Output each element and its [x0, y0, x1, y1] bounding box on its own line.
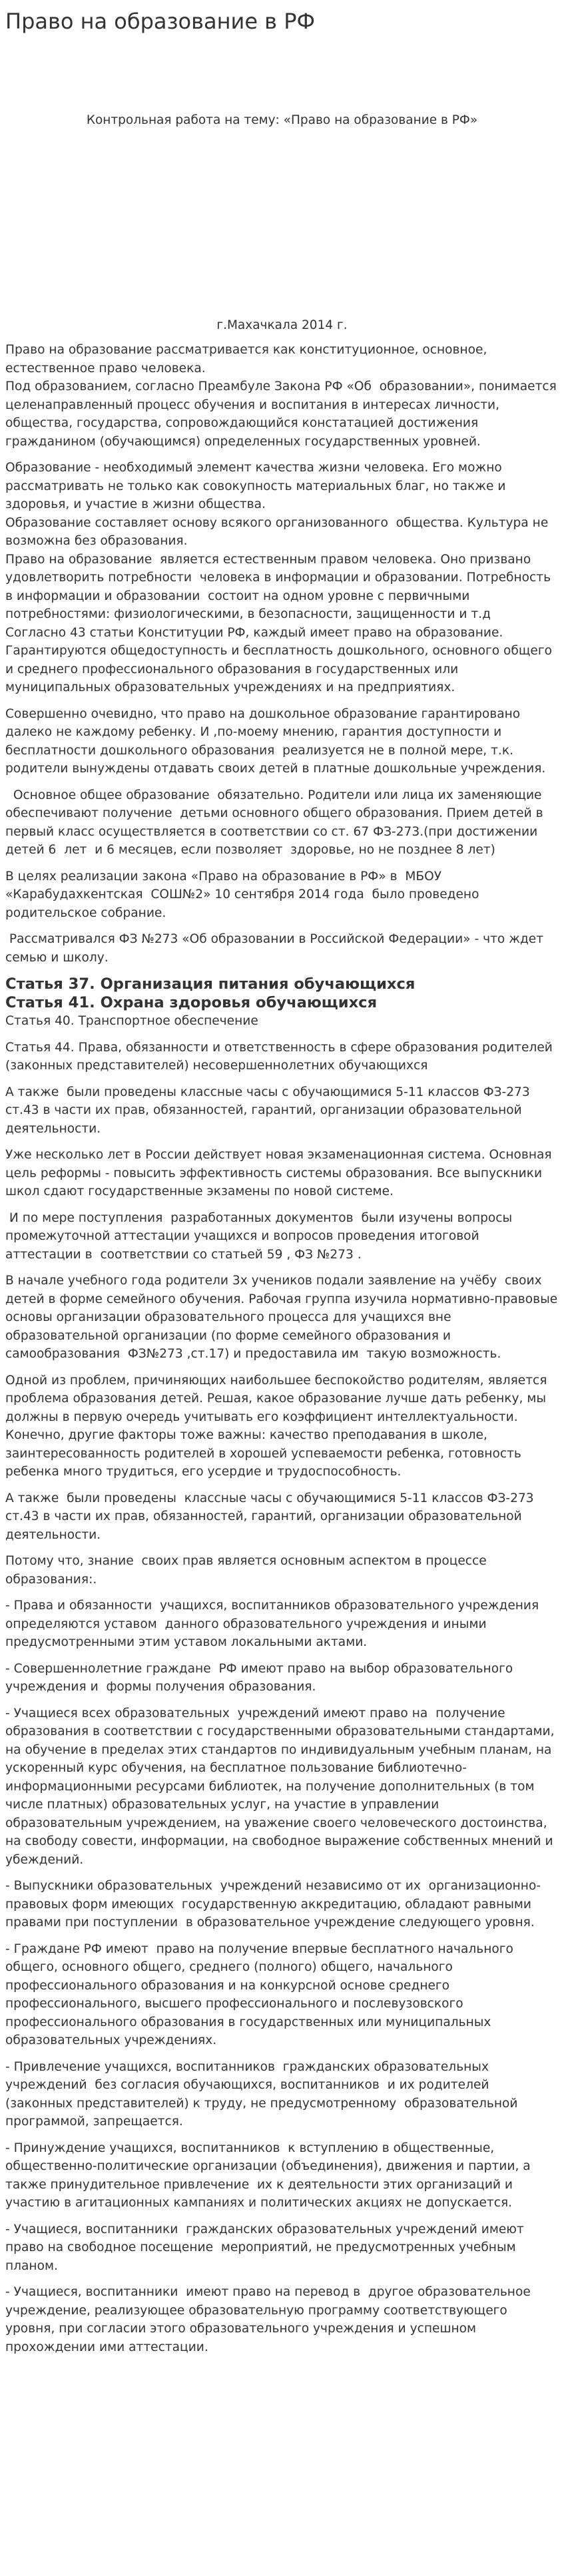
paragraph: В целях реализации закона «Право на образование в РФ» в МБОУ «Карабудахкентская СОШ№2» 10 сентября 2014 года было проведено родительское собрание.	[5, 869, 483, 920]
paragraph: - Учащиеся, воспитанники имеют право на перевод в другое образовательное учреждение, реализующее образовательную программу соответствующего уровня, при согласии этого образовательного учреждения и успешном прохождении ими аттестации.	[5, 2285, 535, 2354]
paragraph: Статья 40. Транспортное обеспечение	[5, 1014, 258, 1028]
page-title: Право на образование в РФ	[5, 9, 316, 34]
paragraph: Уже несколько лет в России действует новая экзаменационная система. Основная цель реформы - повысить эффективность системы образования. Все выпускники школ сдают государственные экзамены по новой системе.	[5, 1148, 556, 1198]
paragraph: В начале учебного года родители 3х учеников подали заявление на учёбу своих детей в форме семейного обучения. Рабочая группа изучила нормативно-правовые основы организации образовательного процесса для учащихся вне образовательной организации (по форме семейного образования и самообразования ФЗ№273 ,ст.17) и предоставила им такую возможность.	[5, 1274, 562, 1361]
paragraph: - Граждане РФ имеют право на получение впервые бесплатного начального общего, основного общего, среднего (полного) общего, начального профессионального образования и на конкурсной основе среднего профессионального, высшего профессионального и послевузовского профессионального образования в государственных или муниципальных образовательных учреждениях.	[5, 1941, 517, 2047]
article-heading: Статья 41. Охрана здоровья обучающихся	[5, 994, 378, 1011]
paragraph: - Совершеннолетние граждане РФ имеют право на выбор образовательного учреждения и формы получения образования.	[5, 1661, 517, 1694]
paragraph: И по мере поступления разработанных документов были изучены вопросы промежуточной аттестации учащихся и вопросов проведения итоговой аттестации в соответствии со статьей 59 , ФЗ №273 .	[5, 1210, 517, 1262]
paragraph: Совершенно очевидно, что право на дошкольное образование гарантировано далеко не каждому ребенку. И ,по-моему мнению, гарантия доступности и бесплатности дошкольного образования реализуется не в полной мере, т.к. родители вынуждены отдавать своих детей в платные дошкольные учреждения.	[5, 706, 546, 776]
paragraph: - Привлечение учащихся, воспитанников гражданских образовательных учреждений без согласия обучающихся, воспитанников и их родителей (законных представителей) к труду, не предусмотренному образовательной программой, запрещается.	[5, 2059, 522, 2129]
paragraph: А также были проведены классные часы с обучающимися 5-11 классов ФЗ-273 ст.43 в части их прав, обязанностей, гарантий, организации образовательной деятельности.	[5, 1491, 538, 1542]
paragraph: - Права и обязанности учащихся, воспитанников образовательного учреждения определяются уставом данного образовательного учреждения и иными предусмотренными этим уставом локальными актами.	[5, 1599, 543, 1649]
paragraph: Основное общее образование обязательно. Родители или лица их заменяющие обеспечивают получение детьми основного общего образования. Прием детей в первый класс осуществляется в соответствии со ст. 67 ФЗ-273.(при достижении детей 6 лет и 6 месяцев, если позволяет здоровье, но не позднее 8 лет)	[5, 788, 547, 857]
city-year: г.Махачкала 2014 г.	[216, 318, 348, 332]
paragraph: - Учащиеся всех образовательных учреждений имеют право на получение образования в соответствии с государственными образовательными стандартами, на обучение в пределах этих стандартов по индивидуальным учебным планам, на ускоренный курс обучения, на бесплатное пользование библиотечно-информационными ресурсами библиотек, на получение дополнительных (в том числе платных) образовательных услуг, на участие в управлении образовательным учреждением, на уважение своего человеческого достоинства, на свободу совести, информации, на свободное выражение собственных мнений и убеждений.	[5, 1706, 559, 1867]
paragraph: Образование - необходимый элемент качества жизни человека. Его можно рассматривать не только как совокупность материальных благ, но также и здоровья, и участие в жизни общества. Образование составляет основу всякого организованного общества. Культура не возможна без образования. Право на образование является естественным правом человека. Оно призвано удовлетворить потребности человека в информации и образовании. Потребность в информации и образовании состоит на одном уровне с первичными потребностями: физиологическими, в безопасности, защищенности и т.д Согласно 43 статьи Конституции РФ, каждый имеет право на образование. Гарантируются общедоступность и бесплатность дошкольного, основного общего и среднего профессионального образования в государственных или муниципальных образовательных учреждениях и на предприятиях.	[5, 461, 552, 694]
document-body	[5, 341, 562, 2356]
paragraph: Одной из проблем, причиняющих наибольшее беспокойство родителям, является проблема образования детей. Решая, какое образование лучше дать ребенку, мы должны в первую очередь учитывать его коэффициент интеллектуальности. Конечно, другие факторы тоже важны: качество преподавания в школе, заинтересованность родителей в хорошей успеваемости ребенка, готовность ребенка много трудиться, его усердие и трудоспособность.	[5, 1373, 551, 1479]
paragraph: - Учащиеся, воспитанники гражданских образовательных учреждений имеют право на свободное посещение мероприятий, не предусмотренных учебным планом.	[5, 2222, 528, 2273]
article-heading: Статья 37. Организация питания обучающихся	[5, 975, 416, 993]
paragraph: А также были проведены классные часы с обучающимися 5-11 классов ФЗ-273 ст.43 в части их прав, обязанностей, гарантий, организации образовательной деятельности.	[5, 1085, 534, 1136]
paragraph: Право на образование рассматривается как конституционное, основное, естественное право человека. Под образованием, согласно Преамбуле Закона РФ «Об образовании», понимается целенаправленный процесс обучения и воспитания в интересах личности, общества, государства, сопровождающийся констатацией достижения гражданином (обучающимся) определенных государственных уровней.	[5, 343, 557, 449]
paragraph: - Выпускники образовательных учреждений независимо от их организационно-правовых форм имеющих государственную аккредитацию, обладают равными правами при поступлении в образовательное учреждение следующего уровня.	[5, 1879, 541, 1930]
paragraph: Потому что, знание своих прав является основным аспектом в процессе образования:.	[5, 1554, 491, 1587]
paragraph: Статья 44. Права, обязанности и ответственность в сфере образования родителей (законных представителей) несовершеннолетних обучающихся	[5, 1040, 557, 1073]
document-subtitle: Контрольная работа на тему: «Право на образование в РФ»	[86, 113, 478, 127]
paragraph: - Принуждение учащихся, воспитанников к вступлению в общественные, общественно-политические организации (объединения), движения и партии, а также принудительное привлечение их к деятельности этих организаций и участию в агитационных кампаниях и политических акциях не допускается.	[5, 2141, 535, 2210]
paragraph: Рассматривался ФЗ №273 «Об образовании в Российской Федерации» - что ждет семью и школу.	[5, 932, 547, 965]
